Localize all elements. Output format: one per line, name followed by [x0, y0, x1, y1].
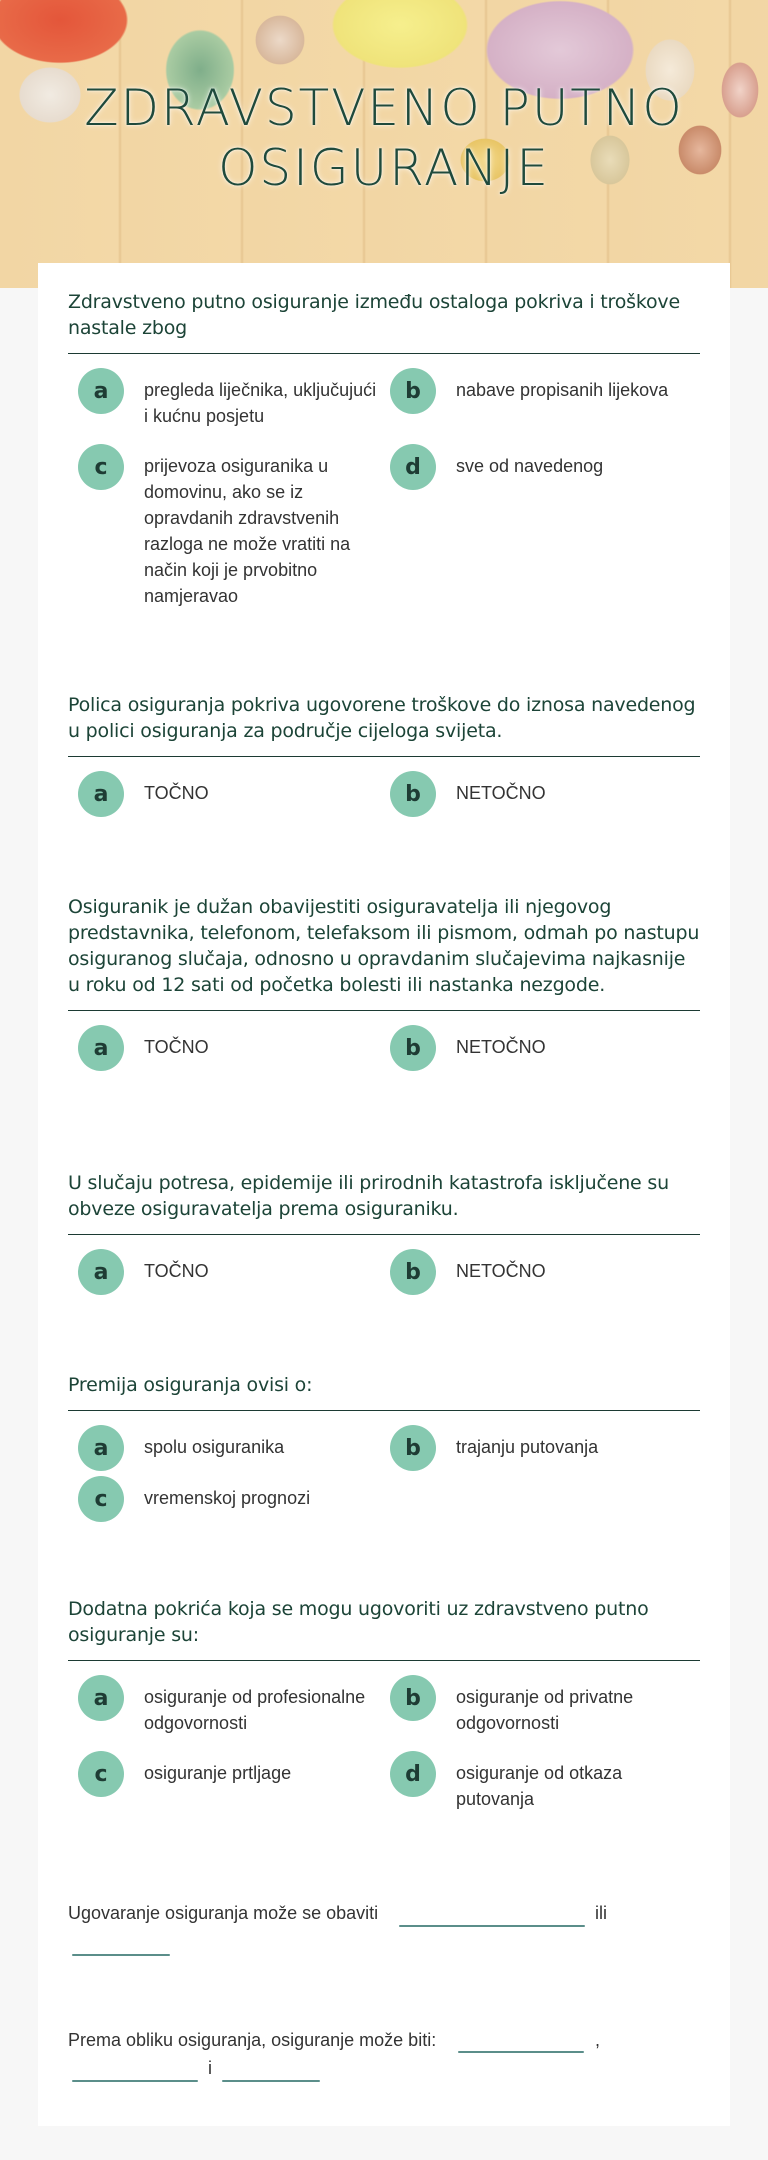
option-badge: c	[78, 1751, 124, 1797]
question-text: Osiguranik je dužan obavijestiti osiguravatelja ili njegovog predstavnika, telefonom, telefaksom ili pismom, odmah po nastupu osiguranog slučaja, odnosno u opravdanim slučajevima najkasnije u roku od 12 sati od početka bolesti ili nastanka nezgode.	[68, 894, 700, 1011]
option-badge: b	[390, 1249, 436, 1295]
option-a[interactable]	[68, 368, 378, 429]
blank-input[interactable]	[222, 2080, 320, 2082]
question-2	[68, 692, 700, 807]
option-badge: a	[78, 1249, 124, 1295]
question-text: Premija osiguranja ovisi o:	[68, 1372, 700, 1411]
blank-input[interactable]	[72, 2080, 198, 2082]
option-c[interactable]	[68, 444, 378, 609]
header-banner	[0, 0, 768, 288]
question-text: U slučaju potresa, epidemije ili prirodnih katastrofa isključene su obveze osiguravatelja prema osiguraniku.	[68, 1170, 700, 1235]
option-b[interactable]	[380, 368, 690, 414]
option-b[interactable]	[380, 1425, 690, 1471]
connector-text: ili	[595, 1903, 607, 1923]
option-badge: a	[78, 771, 124, 817]
option-badge: b	[390, 771, 436, 817]
option-badge: c	[78, 1476, 124, 1522]
option-text: osiguranje od otkaza putovanja	[456, 1763, 623, 1809]
option-a[interactable]	[68, 1675, 378, 1736]
option-badge: d	[390, 1751, 436, 1797]
option-a[interactable]	[68, 771, 378, 817]
option-text: TOČNO	[144, 783, 209, 803]
question-5	[68, 1372, 700, 1512]
option-a[interactable]	[68, 1249, 378, 1295]
option-text: osiguranje od privatne odgovornosti	[456, 1687, 634, 1733]
title-line-1: ZDRAVSTVENO PUTNO	[84, 79, 684, 137]
fill-in-1	[68, 1900, 700, 1970]
option-badge: c	[78, 444, 124, 490]
option-badge: b	[390, 1675, 436, 1721]
option-text: nabave propisanih lijekova	[456, 380, 669, 400]
fill-in-text: Prema obliku osiguranja, osiguranje može biti:	[68, 2030, 437, 2050]
option-a[interactable]	[68, 1025, 378, 1071]
blank-input[interactable]	[458, 2051, 584, 2053]
option-text: trajanju putovanja	[456, 1437, 599, 1457]
page-title	[0, 78, 768, 198]
option-badge: a	[78, 368, 124, 414]
option-b[interactable]	[380, 1249, 690, 1295]
option-b[interactable]	[380, 771, 690, 817]
question-text: Dodatna pokrića koja se mogu ugovoriti uz zdravstveno putno osiguranje su:	[68, 1596, 700, 1661]
option-c[interactable]	[68, 1751, 378, 1797]
option-text: TOČNO	[144, 1261, 209, 1281]
option-b[interactable]	[380, 1675, 690, 1736]
question-text: Polica osiguranja pokriva ugovorene troškove do iznosa navedenog u polici osiguranja za područje cijeloga svijeta.	[68, 692, 700, 757]
option-c[interactable]	[68, 1476, 378, 1522]
blank-input[interactable]	[72, 1954, 170, 1956]
question-6	[68, 1596, 700, 1809]
option-d[interactable]	[380, 1751, 690, 1812]
option-text: osiguranje od profesionalne odgovornosti	[144, 1687, 366, 1733]
option-badge: b	[390, 368, 436, 414]
question-4	[68, 1170, 700, 1285]
option-d[interactable]	[380, 444, 690, 490]
option-text: NETOČNO	[456, 783, 546, 803]
question-3	[68, 894, 700, 1061]
option-text: pregleda liječnika, uključujući i kućnu posjetu	[144, 380, 377, 426]
option-badge: a	[78, 1675, 124, 1721]
question-1	[68, 289, 700, 606]
option-badge: b	[390, 1025, 436, 1071]
connector-text: i	[208, 2058, 212, 2078]
title-line-2: OSIGURANJE	[218, 139, 550, 197]
option-text: vremenskoj prognozi	[144, 1488, 311, 1508]
question-text: Zdravstveno putno osiguranje između ostaloga pokriva i troškove nastale zbog	[68, 289, 700, 354]
worksheet-card	[38, 263, 730, 2126]
option-text: prijevoza osiguranika u domovinu, ako se iz opravdanih zdravstvenih razloga ne može vratiti na način koji je prvobitno namjeravao	[144, 456, 351, 606]
option-text: osiguranje prtljage	[144, 1763, 292, 1783]
option-a[interactable]	[68, 1425, 378, 1471]
fill-in-2	[68, 2027, 700, 2097]
option-text: NETOČNO	[456, 1037, 546, 1057]
option-badge: a	[78, 1425, 124, 1471]
option-badge: b	[390, 1425, 436, 1471]
option-text: TOČNO	[144, 1037, 209, 1057]
option-b[interactable]	[380, 1025, 690, 1071]
option-badge: a	[78, 1025, 124, 1071]
blank-input[interactable]	[399, 1925, 585, 1927]
option-badge: d	[390, 444, 436, 490]
connector-text: ,	[595, 2030, 601, 2050]
option-text: spolu osiguranika	[144, 1437, 285, 1457]
fill-in-text: Ugovaranje osiguranja može se obaviti	[68, 1903, 379, 1923]
option-text: NETOČNO	[456, 1261, 546, 1281]
option-text: sve od navedenog	[456, 456, 604, 476]
